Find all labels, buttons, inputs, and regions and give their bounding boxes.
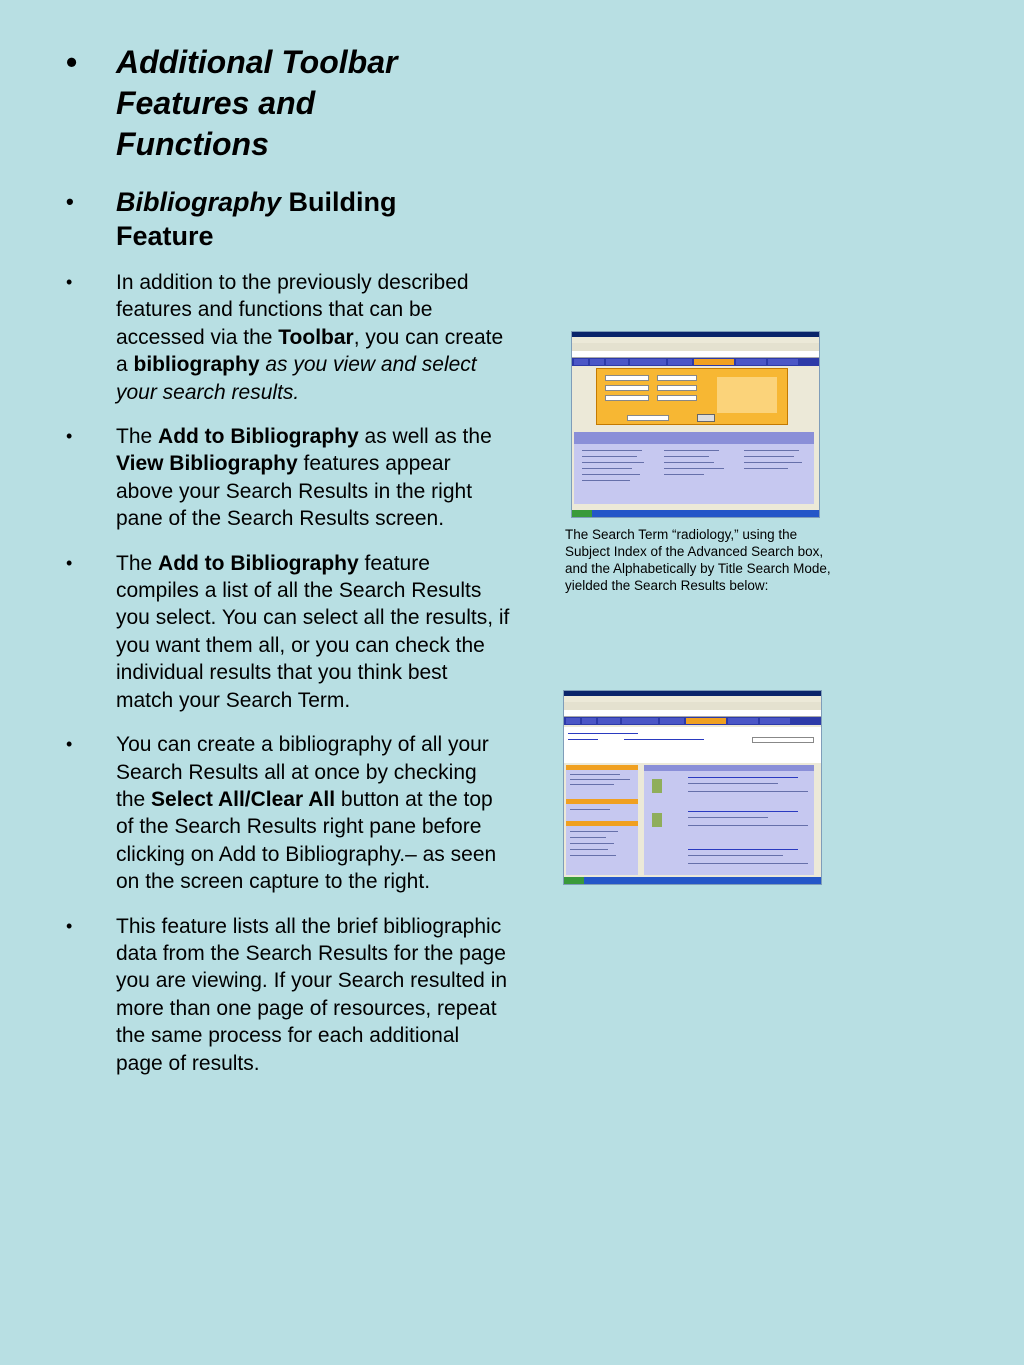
heading-line: Additional Toolbar (116, 44, 398, 80)
text-line (744, 462, 802, 463)
left-pane (566, 765, 638, 875)
text-line (570, 784, 614, 785)
bullet-text: This feature lists all the brief bibliographic data from the Search Results for the page you are viewing. If your Search resulted in more than one page of resources, repeat the same process for each additional page of results. (116, 914, 508, 1075)
bullet-bold-text: Add to Bibliography (158, 425, 359, 449)
nav-tab (622, 718, 658, 724)
index-select (657, 375, 697, 381)
link-line (688, 849, 798, 850)
bullet-point (60, 913, 510, 1077)
bullet-marker: • (66, 426, 73, 447)
link-line (568, 739, 598, 740)
text-line (664, 468, 724, 469)
heading-line: Features and (116, 85, 316, 121)
text-line (582, 462, 644, 463)
text-line (582, 480, 630, 481)
browser-address-bar (572, 351, 819, 358)
results-toolbar-area (564, 727, 821, 763)
text-line (688, 863, 808, 864)
start-button (564, 877, 584, 884)
nav-tab (736, 359, 766, 365)
text-line (582, 468, 632, 469)
bullet-marker: • (66, 44, 78, 80)
bullet-bold-text: View Bibliography (116, 452, 298, 476)
bullet-bold-text: Toolbar (278, 325, 354, 349)
search-form-panel (596, 368, 788, 425)
text-line (688, 783, 778, 784)
text-line (570, 774, 620, 775)
nav-tab (668, 359, 692, 365)
text-line (664, 474, 704, 475)
search-field (605, 375, 649, 381)
text-line (744, 456, 794, 457)
bullet-marker: • (66, 734, 73, 755)
text-line (570, 849, 608, 850)
text-line (582, 474, 640, 475)
bullet-text: The (116, 551, 159, 575)
start-button (572, 510, 592, 517)
nav-tab (582, 718, 596, 724)
windows-taskbar (572, 510, 819, 517)
bullet-text: as well as the (358, 425, 492, 449)
book-cover-thumbnail (652, 813, 662, 827)
text-line (664, 456, 709, 457)
text-line (744, 468, 788, 469)
screenshot-caption: The Search Term “radiology,” using the Subject Index of the Advanced Search box, and the Alphabetically by Title Search Mode, yielded the Search Results below: (565, 527, 831, 593)
nav-tab-active (694, 359, 734, 365)
subheading-italic: Bibliography (116, 187, 282, 217)
text-line (570, 809, 610, 810)
limits-header (574, 432, 814, 444)
bullet-text: button at the top of the Search Results right pane before clicking on Add to Bibliography.– as seen on the screen capture to the right. (116, 787, 497, 894)
nav-tab-active (686, 718, 726, 724)
text-line (744, 450, 799, 451)
bullet-marker: • (66, 552, 73, 573)
nav-tab (760, 718, 790, 724)
bullet-text: feature compiles a list of all the Search Results you select. You can select all the results, if you want them all, or you can check the individual results that you think best match your Search Term. (116, 551, 510, 712)
search-results-screenshot (563, 690, 822, 885)
text-line (688, 825, 808, 826)
bullet-italic-text: as you view and select your search results. (116, 353, 477, 404)
bullet-point (60, 423, 510, 533)
pane-header (566, 821, 638, 826)
text-line (688, 855, 783, 856)
bullet-text: , you can create a (116, 325, 504, 377)
bullet-bold-text: Add to Bibliography (158, 551, 359, 575)
catalog-nav-tabs (564, 717, 821, 725)
nav-tab (590, 359, 604, 365)
bullet-text: features appear above your Search Results in the right pane of the Search Results screen. (116, 452, 473, 531)
windows-taskbar (564, 877, 821, 884)
nav-tab (660, 718, 684, 724)
limits-panel (717, 377, 777, 413)
pane-header (566, 799, 638, 804)
slide-subheading (60, 185, 510, 253)
search-button (697, 414, 715, 422)
text-line (688, 791, 808, 792)
text-line (570, 855, 616, 856)
index-select (657, 395, 697, 401)
bullet-point (60, 731, 510, 895)
text-line (570, 843, 614, 844)
text-line (582, 456, 637, 457)
search-field (605, 385, 649, 391)
bullet-point (60, 269, 510, 406)
results-pane (644, 765, 814, 875)
library-lists-panel (574, 444, 814, 504)
advanced-search-screenshot (571, 331, 820, 518)
bullet-text: You can create a bibliography of all your Search Results all at once by checking the (116, 733, 489, 811)
bullet-text: In addition to the previously described features and functions that can be accessed via the (116, 271, 469, 349)
text-line (664, 450, 719, 451)
bullet-point (60, 550, 510, 714)
nav-tab (574, 359, 588, 365)
bullet-marker: • (66, 272, 73, 292)
subheading-line: Feature (116, 221, 214, 251)
index-select (657, 385, 697, 391)
book-cover-thumbnail (652, 779, 662, 793)
nav-tab (566, 718, 580, 724)
search-field (605, 395, 649, 401)
search-mode-select (627, 415, 669, 421)
catalog-nav-tabs (572, 358, 819, 366)
link-line (568, 733, 638, 734)
text-line (664, 462, 714, 463)
text-line (570, 779, 630, 780)
bullet-marker: • (66, 915, 73, 936)
results-header (644, 765, 814, 771)
bullet-text: The (116, 425, 159, 449)
bullet-marker: • (66, 189, 74, 214)
pane-header (566, 765, 638, 770)
slide-heading (60, 42, 510, 165)
nav-tab (728, 718, 758, 724)
bullet-bold-text: Select All/Clear All (151, 787, 336, 811)
slide-text (60, 42, 510, 1094)
text-line (570, 837, 606, 838)
link-line (688, 777, 798, 778)
nav-tab (768, 359, 798, 365)
link-line (688, 811, 798, 812)
heading-line: Functions (116, 126, 269, 162)
text-line (570, 831, 618, 832)
sort-select (752, 737, 814, 743)
subheading-rest: Building (281, 187, 397, 217)
nav-tab (598, 718, 620, 724)
browser-address-bar (564, 710, 821, 717)
nav-tab (606, 359, 628, 365)
nav-tab (630, 359, 666, 365)
text-line (582, 450, 642, 451)
text-line (688, 817, 768, 818)
link-line (624, 739, 704, 740)
bullet-bold-text: bibliography (133, 353, 260, 377)
